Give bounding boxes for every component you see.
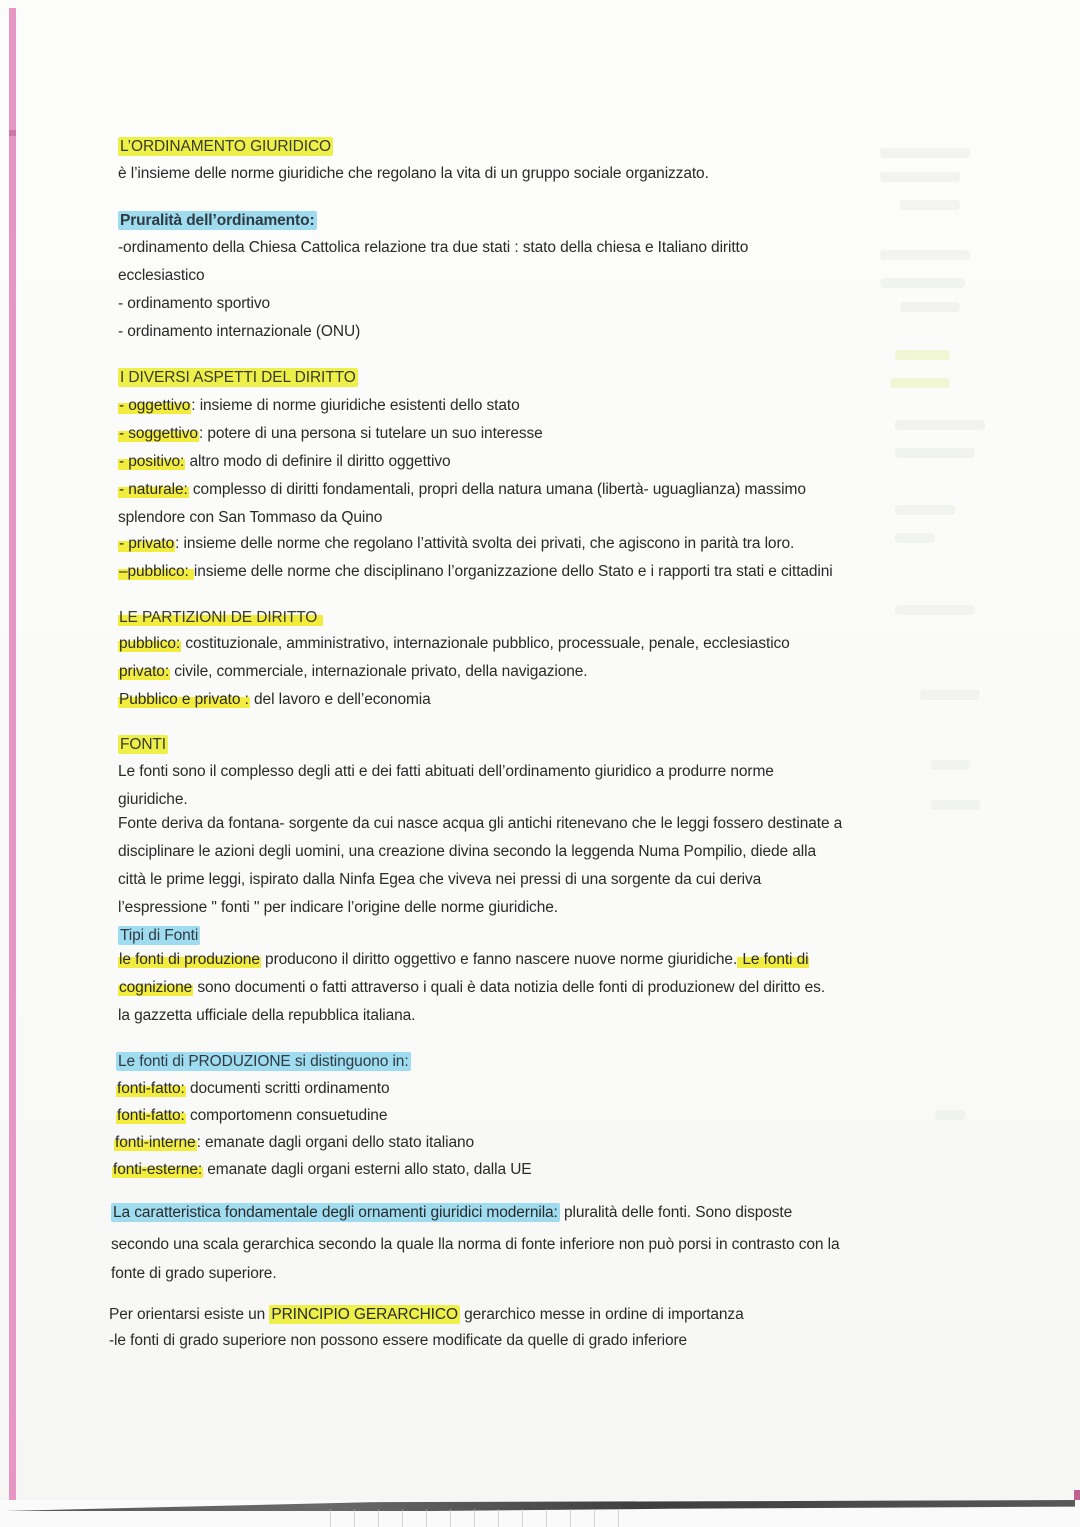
section-title-fonti: FONTI [120,736,166,753]
section-title-partizioni: LE PARTIZIONI DE DIRITTO [118,608,323,628]
ordinamento-definition: è l’insieme delle norme giuridiche che regolano la vita di un gruppo sociale organizzato. [118,165,709,182]
fonti-paragraph-line: Fonte deriva da fontana- sorgente da cui nasce acqua gli antichi ritenevano che le leggi fossero destinate a [118,815,843,832]
partizioni-item: Pubblico e privato : del lavoro e dell’economia [119,691,431,708]
fonti-paragraph-line: Le fonti sono il complesso degli atti e dei fatti abituati dell’ordinamento giuridico a produrre norme [118,763,774,780]
caratteristica-line: secondo una scala gerarchica secondo la quale lla norma di fonte inferiore non può porsi in contrasto con la [111,1236,840,1253]
tipi-line: le fonti di produzione producono il diritto oggettivo e fanno nascere nuove norme giuridiche. Le fonti di [119,951,809,968]
caratteristica-line: fonte di grado superiore. [111,1265,277,1282]
fonti-paragraph-line: disciplinare le azioni degli uomini, una creazione divina secondo la leggenda Numa Pompilio, diede alla [118,843,816,860]
produzione-item: fonti-fatto: documenti scritti ordinamento [117,1080,390,1097]
fonti-paragraph-line: giuridiche. [118,791,188,808]
fonti-paragraph-line: l’espressione " fonti " per indicare l’origine delle norme giuridiche. [118,899,558,916]
page-bottom-edge [0,1500,1080,1527]
caratteristica-line: La caratteristica fondamentale degli ornamenti giuridici modernila: pluralità delle fonti. Sono disposte [113,1204,793,1221]
section-title-ordinamento: L’ORDINAMENTO GIURIDICO [120,138,331,155]
partizioni-item: privato: civile, commerciale, internazionale privato, della navigazione. [119,663,588,680]
section-title-produzione: Le fonti di PRODUZIONE si distinguono in: [118,1053,409,1070]
section-title-pluralita: Pruralità dell’ordinamento: [120,212,315,229]
section-title-tipi: Tipi di Fonti [120,927,199,944]
produzione-item: fonti-fatto: comportomenn consuetudine [117,1107,388,1124]
pluralita-item: -ordinamento della Chiesa Cattolica relazione tra due stati : stato della chiesa e Italiano diritto [118,239,749,256]
aspetti-item: –pubblico: insieme delle norme che disciplinano l’organizzazione dello Stato e i rapporti tra stati e cittadini [119,563,833,580]
grid-paper-below [330,1509,630,1527]
aspetti-item: - naturale: complesso di diritti fondamentali, propri della natura umana (libertà- uguaglianza) massimo [119,481,806,498]
produzione-item: fonti-esterne: emanate dagli organi esterni allo stato, dalla UE [113,1161,532,1178]
pluralita-item: - ordinamento internazionale (ONU) [118,323,361,340]
aspetti-item: - privato: insieme delle norme che regolano l’attività svolta dei privati, che agiscono in parità tra loro. [119,535,795,552]
aspetti-item-continued: splendore con San Tommaso da Quino [118,509,383,526]
pluralita-item: ecclesiastico [118,267,205,284]
tipi-line: la gazzetta ufficiale della repubblica italiana. [118,1007,416,1024]
fonti-paragraph-line: città le prime leggi, ispirato dalla Ninfa Egea che viveva nei pressi di una sorgente da cui deriva [118,871,762,888]
partizioni-item: pubblico: costituzionale, amministrativo, internazionale pubblico, processuale, penale, ecclesiastico [119,635,790,652]
aspetti-item: - oggettivo: insieme di norme giuridiche esistenti dello stato [119,397,520,414]
principio-line: Per orientarsi esiste un PRINCIPIO GERARCHICO gerarchico messe in ordine di importanza [109,1306,744,1323]
tipi-line: cognizione sono documenti o fatti attraverso i quali è data notizia delle fonti di produzionew del diritto es. [119,979,826,996]
principio-line: -le fonti di grado superiore non possono essere modificate da quelle di grado inferiore [109,1332,688,1349]
pink-margin-line [9,8,16,1508]
aspetti-item: - soggettivo: potere di una persona si tutelare un suo interesse [119,425,543,442]
section-title-aspetti: I DIVERSI ASPETTI DEL DIRITTO [120,369,356,386]
pluralita-item: - ordinamento sportivo [118,295,271,312]
aspetti-item: - positivo: altro modo di definire il diritto oggettivo [119,453,451,470]
produzione-item: fonti-interne: emanate dagli organi dello stato italiano [115,1134,475,1151]
